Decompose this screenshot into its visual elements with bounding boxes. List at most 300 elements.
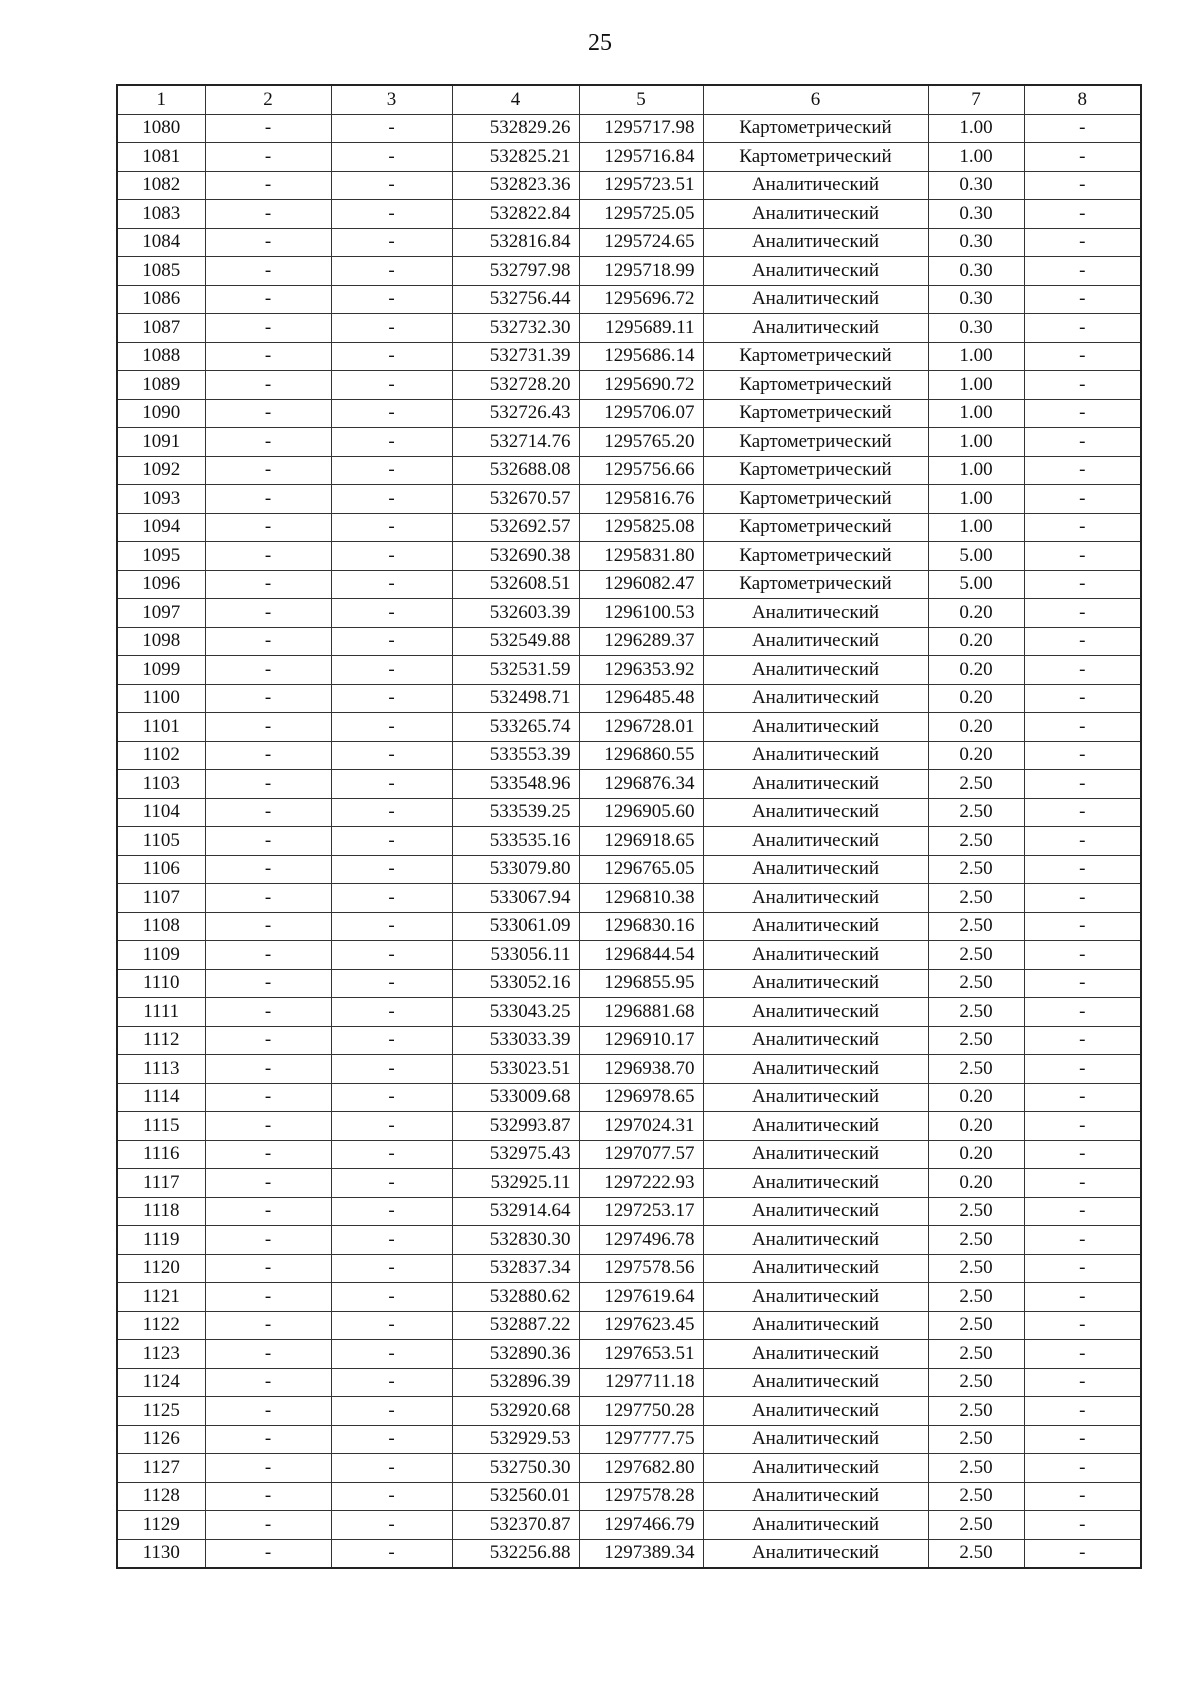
method-cell: Аналитический bbox=[703, 1283, 928, 1312]
column-3-cell: - bbox=[331, 1425, 452, 1454]
column-header: 7 bbox=[928, 85, 1024, 114]
column-2-cell: - bbox=[205, 228, 331, 257]
column-8-cell: - bbox=[1024, 285, 1141, 314]
x-coordinate-cell: 532731.39 bbox=[452, 342, 579, 371]
point-number-cell: 1102 bbox=[117, 741, 205, 770]
method-cell: Аналитический bbox=[703, 1197, 928, 1226]
y-coordinate-cell: 1295831.80 bbox=[579, 542, 703, 571]
y-coordinate-cell: 1296844.54 bbox=[579, 941, 703, 970]
column-3-cell: - bbox=[331, 1140, 452, 1169]
y-coordinate-cell: 1295816.76 bbox=[579, 485, 703, 514]
point-number-cell: 1103 bbox=[117, 770, 205, 799]
column-8-cell: - bbox=[1024, 342, 1141, 371]
coordinates-table bbox=[116, 84, 1142, 1569]
column-3-cell: - bbox=[331, 741, 452, 770]
column-2-cell: - bbox=[205, 1055, 331, 1084]
column-8-cell: - bbox=[1024, 969, 1141, 998]
y-coordinate-cell: 1297711.18 bbox=[579, 1368, 703, 1397]
accuracy-cell: 1.00 bbox=[928, 456, 1024, 485]
y-coordinate-cell: 1296082.47 bbox=[579, 570, 703, 599]
method-cell: Картометрический bbox=[703, 342, 928, 371]
column-3-cell: - bbox=[331, 884, 452, 913]
column-8-cell: - bbox=[1024, 941, 1141, 970]
column-8-cell: - bbox=[1024, 1311, 1141, 1340]
column-3-cell: - bbox=[331, 371, 452, 400]
column-header: 2 bbox=[205, 85, 331, 114]
y-coordinate-cell: 1296918.65 bbox=[579, 827, 703, 856]
y-coordinate-cell: 1295689.11 bbox=[579, 314, 703, 343]
x-coordinate-cell: 533056.11 bbox=[452, 941, 579, 970]
y-coordinate-cell: 1296830.16 bbox=[579, 912, 703, 941]
table-row bbox=[117, 342, 1141, 371]
column-3-cell: - bbox=[331, 827, 452, 856]
accuracy-cell: 2.50 bbox=[928, 1197, 1024, 1226]
x-coordinate-cell: 532993.87 bbox=[452, 1112, 579, 1141]
accuracy-cell: 2.50 bbox=[928, 770, 1024, 799]
column-3-cell: - bbox=[331, 257, 452, 286]
column-2-cell: - bbox=[205, 1368, 331, 1397]
point-number-cell: 1099 bbox=[117, 656, 205, 685]
column-8-cell: - bbox=[1024, 228, 1141, 257]
column-2-cell: - bbox=[205, 314, 331, 343]
column-3-cell: - bbox=[331, 1454, 452, 1483]
accuracy-cell: 2.50 bbox=[928, 798, 1024, 827]
y-coordinate-cell: 1297222.93 bbox=[579, 1169, 703, 1198]
table-row bbox=[117, 1055, 1141, 1084]
method-cell: Аналитический bbox=[703, 200, 928, 229]
x-coordinate-cell: 533539.25 bbox=[452, 798, 579, 827]
method-cell: Картометрический bbox=[703, 456, 928, 485]
method-cell: Аналитический bbox=[703, 1254, 928, 1283]
table-row bbox=[117, 1140, 1141, 1169]
column-2-cell: - bbox=[205, 941, 331, 970]
column-3-cell: - bbox=[331, 1482, 452, 1511]
column-2-cell: - bbox=[205, 1425, 331, 1454]
x-coordinate-cell: 532880.62 bbox=[452, 1283, 579, 1312]
accuracy-cell: 0.20 bbox=[928, 1169, 1024, 1198]
method-cell: Аналитический bbox=[703, 941, 928, 970]
accuracy-cell: 0.30 bbox=[928, 171, 1024, 200]
table-row bbox=[117, 684, 1141, 713]
column-8-cell: - bbox=[1024, 770, 1141, 799]
method-cell: Аналитический bbox=[703, 1226, 928, 1255]
method-cell: Картометрический bbox=[703, 371, 928, 400]
y-coordinate-cell: 1295706.07 bbox=[579, 399, 703, 428]
column-2-cell: - bbox=[205, 798, 331, 827]
point-number-cell: 1081 bbox=[117, 143, 205, 172]
point-number-cell: 1108 bbox=[117, 912, 205, 941]
column-8-cell: - bbox=[1024, 599, 1141, 628]
y-coordinate-cell: 1296485.48 bbox=[579, 684, 703, 713]
method-cell: Картометрический bbox=[703, 570, 928, 599]
table-row bbox=[117, 912, 1141, 941]
column-2-cell: - bbox=[205, 456, 331, 485]
x-coordinate-cell: 532692.57 bbox=[452, 513, 579, 542]
column-3-cell: - bbox=[331, 542, 452, 571]
column-8-cell: - bbox=[1024, 428, 1141, 457]
x-coordinate-cell: 532531.59 bbox=[452, 656, 579, 685]
y-coordinate-cell: 1296810.38 bbox=[579, 884, 703, 913]
method-cell: Картометрический bbox=[703, 143, 928, 172]
y-coordinate-cell: 1296353.92 bbox=[579, 656, 703, 685]
accuracy-cell: 0.30 bbox=[928, 285, 1024, 314]
column-2-cell: - bbox=[205, 969, 331, 998]
column-8-cell: - bbox=[1024, 143, 1141, 172]
accuracy-cell: 2.50 bbox=[928, 1026, 1024, 1055]
y-coordinate-cell: 1297619.64 bbox=[579, 1283, 703, 1312]
table-row bbox=[117, 513, 1141, 542]
x-coordinate-cell: 532816.84 bbox=[452, 228, 579, 257]
column-8-cell: - bbox=[1024, 1026, 1141, 1055]
y-coordinate-cell: 1297777.75 bbox=[579, 1425, 703, 1454]
table-row bbox=[117, 456, 1141, 485]
table-row bbox=[117, 1112, 1141, 1141]
method-cell: Аналитический bbox=[703, 1539, 928, 1568]
point-number-cell: 1126 bbox=[117, 1425, 205, 1454]
point-number-cell: 1096 bbox=[117, 570, 205, 599]
x-coordinate-cell: 532714.76 bbox=[452, 428, 579, 457]
column-8-cell: - bbox=[1024, 998, 1141, 1027]
method-cell: Аналитический bbox=[703, 1026, 928, 1055]
point-number-cell: 1116 bbox=[117, 1140, 205, 1169]
column-8-cell: - bbox=[1024, 114, 1141, 143]
y-coordinate-cell: 1297024.31 bbox=[579, 1112, 703, 1141]
accuracy-cell: 0.20 bbox=[928, 627, 1024, 656]
accuracy-cell: 2.50 bbox=[928, 969, 1024, 998]
table-row bbox=[117, 998, 1141, 1027]
column-2-cell: - bbox=[205, 1254, 331, 1283]
x-coordinate-cell: 533043.25 bbox=[452, 998, 579, 1027]
column-8-cell: - bbox=[1024, 314, 1141, 343]
method-cell: Аналитический bbox=[703, 1482, 928, 1511]
column-3-cell: - bbox=[331, 1368, 452, 1397]
point-number-cell: 1127 bbox=[117, 1454, 205, 1483]
x-coordinate-cell: 532688.08 bbox=[452, 456, 579, 485]
column-2-cell: - bbox=[205, 1511, 331, 1540]
accuracy-cell: 1.00 bbox=[928, 371, 1024, 400]
column-8-cell: - bbox=[1024, 1340, 1141, 1369]
column-header: 3 bbox=[331, 85, 452, 114]
column-header: 5 bbox=[579, 85, 703, 114]
method-cell: Аналитический bbox=[703, 884, 928, 913]
column-2-cell: - bbox=[205, 513, 331, 542]
point-number-cell: 1091 bbox=[117, 428, 205, 457]
column-8-cell: - bbox=[1024, 570, 1141, 599]
column-2-cell: - bbox=[205, 428, 331, 457]
x-coordinate-cell: 532825.21 bbox=[452, 143, 579, 172]
column-header: 4 bbox=[452, 85, 579, 114]
accuracy-cell: 0.20 bbox=[928, 1140, 1024, 1169]
column-3-cell: - bbox=[331, 428, 452, 457]
y-coordinate-cell: 1297389.34 bbox=[579, 1539, 703, 1568]
accuracy-cell: 0.20 bbox=[928, 656, 1024, 685]
x-coordinate-cell: 532732.30 bbox=[452, 314, 579, 343]
column-2-cell: - bbox=[205, 1112, 331, 1141]
x-coordinate-cell: 532608.51 bbox=[452, 570, 579, 599]
point-number-cell: 1106 bbox=[117, 855, 205, 884]
accuracy-cell: 0.20 bbox=[928, 684, 1024, 713]
table-row bbox=[117, 1254, 1141, 1283]
accuracy-cell: 0.30 bbox=[928, 257, 1024, 286]
y-coordinate-cell: 1296978.65 bbox=[579, 1083, 703, 1112]
accuracy-cell: 5.00 bbox=[928, 542, 1024, 571]
point-number-cell: 1118 bbox=[117, 1197, 205, 1226]
accuracy-cell: 1.00 bbox=[928, 513, 1024, 542]
table-row bbox=[117, 627, 1141, 656]
column-3-cell: - bbox=[331, 1397, 452, 1426]
column-8-cell: - bbox=[1024, 713, 1141, 742]
method-cell: Аналитический bbox=[703, 798, 928, 827]
column-2-cell: - bbox=[205, 1226, 331, 1255]
y-coordinate-cell: 1296100.53 bbox=[579, 599, 703, 628]
method-cell: Аналитический bbox=[703, 314, 928, 343]
x-coordinate-cell: 532920.68 bbox=[452, 1397, 579, 1426]
accuracy-cell: 2.50 bbox=[928, 1397, 1024, 1426]
x-coordinate-cell: 532890.36 bbox=[452, 1340, 579, 1369]
method-cell: Аналитический bbox=[703, 1425, 928, 1454]
y-coordinate-cell: 1297578.56 bbox=[579, 1254, 703, 1283]
x-coordinate-cell: 533079.80 bbox=[452, 855, 579, 884]
column-3-cell: - bbox=[331, 1254, 452, 1283]
column-3-cell: - bbox=[331, 684, 452, 713]
column-3-cell: - bbox=[331, 1283, 452, 1312]
point-number-cell: 1085 bbox=[117, 257, 205, 286]
method-cell: Аналитический bbox=[703, 599, 928, 628]
column-8-cell: - bbox=[1024, 884, 1141, 913]
x-coordinate-cell: 532560.01 bbox=[452, 1482, 579, 1511]
accuracy-cell: 2.50 bbox=[928, 1055, 1024, 1084]
accuracy-cell: 2.50 bbox=[928, 1283, 1024, 1312]
column-2-cell: - bbox=[205, 656, 331, 685]
x-coordinate-cell: 532925.11 bbox=[452, 1169, 579, 1198]
table-row bbox=[117, 969, 1141, 998]
method-cell: Картометрический bbox=[703, 399, 928, 428]
accuracy-cell: 2.50 bbox=[928, 1311, 1024, 1340]
column-3-cell: - bbox=[331, 969, 452, 998]
column-3-cell: - bbox=[331, 1511, 452, 1540]
x-coordinate-cell: 532887.22 bbox=[452, 1311, 579, 1340]
x-coordinate-cell: 533052.16 bbox=[452, 969, 579, 998]
column-8-cell: - bbox=[1024, 1112, 1141, 1141]
accuracy-cell: 0.20 bbox=[928, 1083, 1024, 1112]
y-coordinate-cell: 1296905.60 bbox=[579, 798, 703, 827]
x-coordinate-cell: 533061.09 bbox=[452, 912, 579, 941]
accuracy-cell: 2.50 bbox=[928, 1340, 1024, 1369]
point-number-cell: 1101 bbox=[117, 713, 205, 742]
accuracy-cell: 0.30 bbox=[928, 314, 1024, 343]
x-coordinate-cell: 532823.36 bbox=[452, 171, 579, 200]
point-number-cell: 1107 bbox=[117, 884, 205, 913]
method-cell: Картометрический bbox=[703, 542, 928, 571]
point-number-cell: 1130 bbox=[117, 1539, 205, 1568]
table-row bbox=[117, 855, 1141, 884]
column-2-cell: - bbox=[205, 684, 331, 713]
table-row bbox=[117, 1397, 1141, 1426]
point-number-cell: 1123 bbox=[117, 1340, 205, 1369]
column-8-cell: - bbox=[1024, 485, 1141, 514]
table-row bbox=[117, 941, 1141, 970]
method-cell: Аналитический bbox=[703, 1340, 928, 1369]
table-row bbox=[117, 1454, 1141, 1483]
y-coordinate-cell: 1296910.17 bbox=[579, 1026, 703, 1055]
column-8-cell: - bbox=[1024, 371, 1141, 400]
column-3-cell: - bbox=[331, 171, 452, 200]
y-coordinate-cell: 1297750.28 bbox=[579, 1397, 703, 1426]
column-3-cell: - bbox=[331, 713, 452, 742]
table-row bbox=[117, 741, 1141, 770]
method-cell: Аналитический bbox=[703, 713, 928, 742]
y-coordinate-cell: 1297682.80 bbox=[579, 1454, 703, 1483]
column-3-cell: - bbox=[331, 570, 452, 599]
table-row bbox=[117, 542, 1141, 571]
table-row bbox=[117, 1226, 1141, 1255]
method-cell: Аналитический bbox=[703, 627, 928, 656]
point-number-cell: 1124 bbox=[117, 1368, 205, 1397]
point-number-cell: 1112 bbox=[117, 1026, 205, 1055]
y-coordinate-cell: 1296765.05 bbox=[579, 855, 703, 884]
column-8-cell: - bbox=[1024, 1425, 1141, 1454]
method-cell: Аналитический bbox=[703, 1112, 928, 1141]
y-coordinate-cell: 1295696.72 bbox=[579, 285, 703, 314]
method-cell: Картометрический bbox=[703, 114, 928, 143]
y-coordinate-cell: 1295717.98 bbox=[579, 114, 703, 143]
column-8-cell: - bbox=[1024, 684, 1141, 713]
point-number-cell: 1083 bbox=[117, 200, 205, 229]
method-cell: Аналитический bbox=[703, 1140, 928, 1169]
table-row bbox=[117, 1026, 1141, 1055]
column-3-cell: - bbox=[331, 399, 452, 428]
y-coordinate-cell: 1295756.66 bbox=[579, 456, 703, 485]
column-8-cell: - bbox=[1024, 1083, 1141, 1112]
point-number-cell: 1121 bbox=[117, 1283, 205, 1312]
column-8-cell: - bbox=[1024, 542, 1141, 571]
y-coordinate-cell: 1296876.34 bbox=[579, 770, 703, 799]
x-coordinate-cell: 532726.43 bbox=[452, 399, 579, 428]
column-8-cell: - bbox=[1024, 513, 1141, 542]
method-cell: Аналитический bbox=[703, 1397, 928, 1426]
x-coordinate-cell: 532370.87 bbox=[452, 1511, 579, 1540]
column-2-cell: - bbox=[205, 342, 331, 371]
column-2-cell: - bbox=[205, 570, 331, 599]
y-coordinate-cell: 1295718.99 bbox=[579, 257, 703, 286]
accuracy-cell: 2.50 bbox=[928, 1454, 1024, 1483]
column-3-cell: - bbox=[331, 114, 452, 143]
column-8-cell: - bbox=[1024, 1397, 1141, 1426]
column-8-cell: - bbox=[1024, 827, 1141, 856]
point-number-cell: 1084 bbox=[117, 228, 205, 257]
accuracy-cell: 2.50 bbox=[928, 1368, 1024, 1397]
point-number-cell: 1080 bbox=[117, 114, 205, 143]
column-3-cell: - bbox=[331, 798, 452, 827]
column-3-cell: - bbox=[331, 228, 452, 257]
point-number-cell: 1089 bbox=[117, 371, 205, 400]
point-number-cell: 1113 bbox=[117, 1055, 205, 1084]
column-3-cell: - bbox=[331, 1197, 452, 1226]
table-row bbox=[117, 656, 1141, 685]
y-coordinate-cell: 1296728.01 bbox=[579, 713, 703, 742]
table-row bbox=[117, 114, 1141, 143]
column-2-cell: - bbox=[205, 1454, 331, 1483]
x-coordinate-cell: 532750.30 bbox=[452, 1454, 579, 1483]
column-2-cell: - bbox=[205, 371, 331, 400]
column-2-cell: - bbox=[205, 200, 331, 229]
column-3-cell: - bbox=[331, 342, 452, 371]
method-cell: Аналитический bbox=[703, 1311, 928, 1340]
column-3-cell: - bbox=[331, 656, 452, 685]
column-2-cell: - bbox=[205, 1197, 331, 1226]
column-2-cell: - bbox=[205, 1539, 331, 1568]
method-cell: Аналитический bbox=[703, 741, 928, 770]
column-3-cell: - bbox=[331, 1340, 452, 1369]
table-row bbox=[117, 1511, 1141, 1540]
column-3-cell: - bbox=[331, 912, 452, 941]
y-coordinate-cell: 1295716.84 bbox=[579, 143, 703, 172]
table-row bbox=[117, 171, 1141, 200]
column-3-cell: - bbox=[331, 1226, 452, 1255]
column-8-cell: - bbox=[1024, 1055, 1141, 1084]
table-header-row bbox=[117, 85, 1141, 114]
y-coordinate-cell: 1297623.45 bbox=[579, 1311, 703, 1340]
point-number-cell: 1093 bbox=[117, 485, 205, 514]
column-8-cell: - bbox=[1024, 1197, 1141, 1226]
column-2-cell: - bbox=[205, 884, 331, 913]
x-coordinate-cell: 533067.94 bbox=[452, 884, 579, 913]
table-row bbox=[117, 1197, 1141, 1226]
column-2-cell: - bbox=[205, 627, 331, 656]
column-3-cell: - bbox=[331, 513, 452, 542]
method-cell: Аналитический bbox=[703, 1083, 928, 1112]
column-2-cell: - bbox=[205, 285, 331, 314]
y-coordinate-cell: 1295686.14 bbox=[579, 342, 703, 371]
column-2-cell: - bbox=[205, 1169, 331, 1198]
accuracy-cell: 0.20 bbox=[928, 1112, 1024, 1141]
table-row bbox=[117, 713, 1141, 742]
table-row bbox=[117, 1283, 1141, 1312]
column-8-cell: - bbox=[1024, 1511, 1141, 1540]
accuracy-cell: 1.00 bbox=[928, 485, 1024, 514]
table-row bbox=[117, 314, 1141, 343]
column-3-cell: - bbox=[331, 314, 452, 343]
column-2-cell: - bbox=[205, 912, 331, 941]
accuracy-cell: 2.50 bbox=[928, 1254, 1024, 1283]
point-number-cell: 1110 bbox=[117, 969, 205, 998]
point-number-cell: 1104 bbox=[117, 798, 205, 827]
accuracy-cell: 2.50 bbox=[928, 884, 1024, 913]
point-number-cell: 1128 bbox=[117, 1482, 205, 1511]
point-number-cell: 1125 bbox=[117, 1397, 205, 1426]
column-2-cell: - bbox=[205, 741, 331, 770]
method-cell: Картометрический bbox=[703, 485, 928, 514]
table-row bbox=[117, 1311, 1141, 1340]
point-number-cell: 1090 bbox=[117, 399, 205, 428]
table-row bbox=[117, 1482, 1141, 1511]
column-8-cell: - bbox=[1024, 741, 1141, 770]
y-coordinate-cell: 1296289.37 bbox=[579, 627, 703, 656]
column-8-cell: - bbox=[1024, 456, 1141, 485]
x-coordinate-cell: 533535.16 bbox=[452, 827, 579, 856]
table-row bbox=[117, 1083, 1141, 1112]
x-coordinate-cell: 533265.74 bbox=[452, 713, 579, 742]
point-number-cell: 1087 bbox=[117, 314, 205, 343]
method-cell: Аналитический bbox=[703, 1511, 928, 1540]
column-3-cell: - bbox=[331, 285, 452, 314]
column-2-cell: - bbox=[205, 257, 331, 286]
y-coordinate-cell: 1297077.57 bbox=[579, 1140, 703, 1169]
column-2-cell: - bbox=[205, 770, 331, 799]
x-coordinate-cell: 532603.39 bbox=[452, 599, 579, 628]
column-3-cell: - bbox=[331, 1539, 452, 1568]
column-2-cell: - bbox=[205, 1283, 331, 1312]
